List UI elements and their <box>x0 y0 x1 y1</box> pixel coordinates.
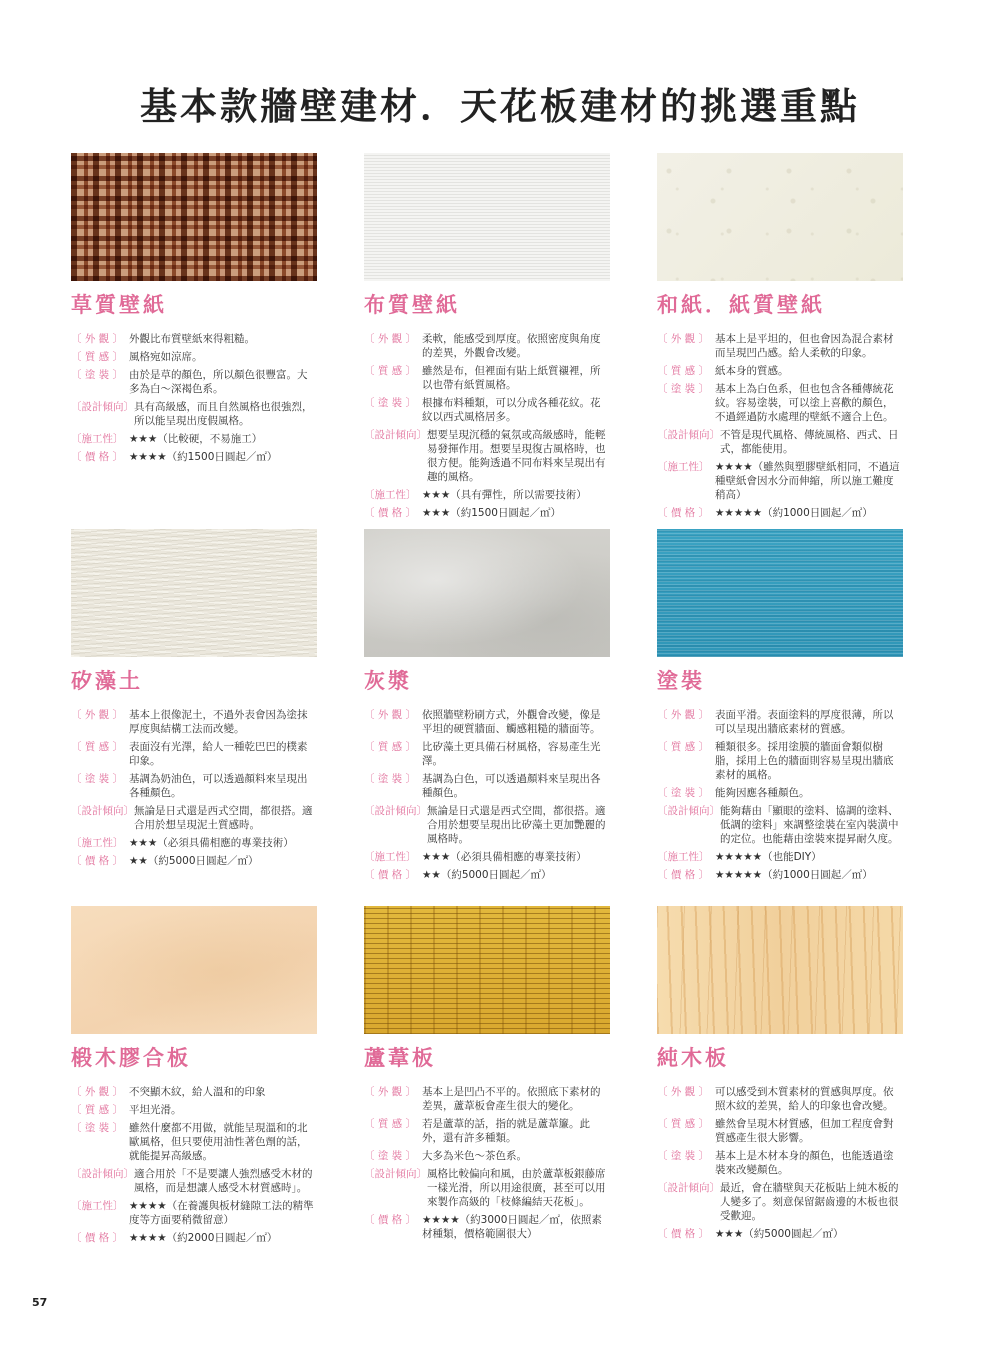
spec-value: ★★★（比較硬，不易施工） <box>129 433 263 445</box>
spec-label: 〔施工性〕 <box>657 851 710 863</box>
spec-row <box>657 868 903 882</box>
spec-row <box>657 1181 903 1223</box>
spec-value: 無論是日式還是西式空間，都很搭。適合用於想呈現泥土質感時。 <box>134 805 313 831</box>
spec-value: ★★★（約5000圓起／㎡） <box>715 1228 844 1240</box>
spec-list <box>364 708 610 882</box>
spec-value: 雖然什麼都不用做，就能呈現溫和的北歐風格，但只要使用油性著色劑的話，就能提昇高級感。 <box>129 1122 308 1162</box>
spec-value: 不管是現代風格、傳統風格、西式、日式，都能使用。 <box>720 429 899 455</box>
spec-row <box>71 368 317 396</box>
spec-row <box>71 708 317 736</box>
spec-value: 風格宛如涼席。 <box>129 351 203 363</box>
spec-value: ★★★（必須具備相應的專業技術） <box>129 837 294 849</box>
spec-value: 表面沒有光澤，給人一種乾巴巴的樸素印象。 <box>129 741 308 767</box>
spec-label: 〔 價 格 〕 <box>364 869 417 881</box>
spec-label: 〔施工性〕 <box>71 837 124 849</box>
spec-value: 無論是日式還是西式空間，都很搭。適合用於想要呈現出比矽藻土更加艷麗的風格時。 <box>427 805 606 845</box>
spec-value: 不突顯木紋，給人溫和的印象 <box>129 1086 266 1098</box>
spec-label: 〔施工性〕 <box>657 461 710 473</box>
spec-row <box>364 1149 610 1163</box>
spec-label: 〔 外 觀 〕 <box>657 1086 710 1098</box>
spec-list <box>71 1085 317 1245</box>
spec-label: 〔設計傾向〕 <box>71 1168 134 1180</box>
spec-row <box>364 804 610 846</box>
spec-row <box>657 382 903 424</box>
spec-value: ★★★★（約3000日圓起／㎡，依照素材種類，價格範圍很大） <box>422 1214 602 1240</box>
spec-row <box>657 708 903 736</box>
spec-row <box>71 1085 317 1099</box>
material-card-diatomite <box>71 529 317 872</box>
spec-value: 柔軟，能感受到厚度。依照密度與角度的差異，外觀會改變。 <box>422 333 601 359</box>
spec-row <box>657 850 903 864</box>
material-name: 蘆葦板 <box>364 1046 436 1070</box>
page-number: 57 <box>32 1296 48 1309</box>
spec-value: 基本上為白色系，但也包含各種傳統花紋。容易塗裝，可以塗上喜歡的顏色，不過經過防水處理的壁紙不適合上色。 <box>715 383 894 423</box>
spec-value: ★★★★（約1500日圓起／㎡） <box>129 451 278 463</box>
spec-label: 〔 質 感 〕 <box>657 741 710 753</box>
spec-row <box>71 350 317 364</box>
spec-row <box>364 868 610 882</box>
spec-row <box>657 1149 903 1177</box>
spec-list <box>71 708 317 868</box>
material-name: 草質壁紙 <box>71 293 167 317</box>
paint-swatch-image <box>657 529 903 657</box>
spec-label: 〔 價 格 〕 <box>364 507 417 519</box>
spec-label: 〔 塗 裝 〕 <box>364 773 417 785</box>
spec-row <box>657 1227 903 1241</box>
spec-row <box>71 1199 317 1227</box>
spec-value: ★★（約5000日圓起／㎡） <box>422 869 552 881</box>
spec-row <box>657 1085 903 1113</box>
spec-value: 雖然是布，但裡面有貼上紙質襯裡，所以也帶有紙質風格。 <box>422 365 601 391</box>
spec-label: 〔設計傾向〕 <box>657 805 720 817</box>
spec-label: 〔 外 觀 〕 <box>71 1086 124 1098</box>
spec-label: 〔施工性〕 <box>71 1200 124 1212</box>
spec-value: 基調為白色，可以透過顏料來呈現出各種顏色。 <box>422 773 601 799</box>
material-name: 布質壁紙 <box>364 293 460 317</box>
spec-label: 〔設計傾向〕 <box>657 1182 720 1194</box>
spec-label: 〔施工性〕 <box>364 851 417 863</box>
spec-row <box>657 786 903 800</box>
spec-value: 能夠藉由「顯眼的塗料、協調的塗料、低調的塗料」來調整塗裝在室內裝潢中的定位。也能藉由塗裝來提昇耐久度。 <box>720 805 899 845</box>
material-card-plywood <box>71 906 317 1249</box>
spec-label: 〔施工性〕 <box>71 433 124 445</box>
spec-value: 平坦光滑。 <box>129 1104 182 1116</box>
spec-row <box>364 850 610 864</box>
spec-value: 由於是草的顏色，所以顏色很豐富。大多為白～深褐色系。 <box>129 369 308 395</box>
material-card-plaster <box>364 529 610 886</box>
spec-label: 〔 價 格 〕 <box>657 507 710 519</box>
spec-label: 〔 塗 裝 〕 <box>364 1150 417 1162</box>
spec-label: 〔 塗 裝 〕 <box>71 369 124 381</box>
spec-label: 〔 塗 裝 〕 <box>657 383 710 395</box>
material-card-grass-wallpaper <box>71 153 317 468</box>
cloth-wallpaper-swatch-image <box>364 153 610 281</box>
material-card-washi-wallpaper <box>657 153 903 524</box>
spec-value: 具有高級感，而且自然風格也很強烈，所以能呈現出度假風格。 <box>134 401 313 427</box>
material-card-reed-board <box>364 906 610 1245</box>
page-title: 基本款牆壁建材．天花板建材的挑選重點 <box>140 85 860 128</box>
spec-label: 〔設計傾向〕 <box>657 429 720 441</box>
spec-list <box>364 332 610 520</box>
spec-row <box>657 804 903 846</box>
spec-value: 種類很多。採用塗膜的牆面會類似樹脂，採用上色的牆面則容易呈現出牆底素材的風格。 <box>715 741 894 781</box>
spec-label: 〔 質 感 〕 <box>364 1118 417 1130</box>
spec-value: 依照牆壁粉刷方式，外觀會改變，像是平坦的硬質牆面、觸感粗糙的牆面等。 <box>422 709 601 735</box>
spec-value: 基調為奶油色，可以透過顏料來呈現出各種顏色。 <box>129 773 308 799</box>
spec-row <box>71 400 317 428</box>
spec-row <box>71 1231 317 1245</box>
spec-label: 〔 價 格 〕 <box>71 451 124 463</box>
spec-value: 能夠因應各種顏色。 <box>715 787 810 799</box>
spec-label: 〔 價 格 〕 <box>364 1214 417 1226</box>
material-name: 灰漿 <box>364 669 412 693</box>
spec-label: 〔設計傾向〕 <box>364 429 427 441</box>
spec-row <box>71 332 317 346</box>
spec-value: ★★★★★（也能DIY） <box>715 851 822 863</box>
material-card-solid-wood <box>657 906 903 1245</box>
plaster-swatch-image <box>364 529 610 657</box>
spec-value: 基本上是木材本身的顏色，也能透過塗裝來改變顏色。 <box>715 1150 894 1176</box>
spec-label: 〔 價 格 〕 <box>657 869 710 881</box>
spec-row <box>364 1213 610 1241</box>
spec-label: 〔 外 觀 〕 <box>657 709 710 721</box>
spec-value: ★★★（具有彈性，所以需要技術） <box>422 489 587 501</box>
spec-label: 〔 外 觀 〕 <box>71 333 124 345</box>
spec-row <box>364 708 610 736</box>
spec-row <box>71 1103 317 1117</box>
spec-row <box>71 450 317 464</box>
solid-wood-swatch-image <box>657 906 903 1034</box>
spec-label: 〔 塗 裝 〕 <box>657 787 710 799</box>
spec-value: ★★★★（在養護與板材縫隙工法的精準度等方面要稍微留意） <box>129 1200 314 1226</box>
spec-label: 〔 塗 裝 〕 <box>657 1150 710 1162</box>
spec-label: 〔 質 感 〕 <box>364 741 417 753</box>
spec-value: 若是蘆葦的話，指的就是蘆葦簾。此外，還有許多種類。 <box>422 1118 590 1144</box>
spec-row <box>364 428 610 484</box>
spec-value: 適合用於「不是要讓人強烈感受木材的風格，而是想讓人感受木材質感時」。 <box>134 1168 313 1194</box>
spec-value: 基本上是平坦的，但也會因為混合素材而呈現凹凸感。給人柔軟的印象。 <box>715 333 894 359</box>
spec-row <box>364 1085 610 1113</box>
spec-value: ★★★★★（約1000日圓起／㎡） <box>715 869 873 881</box>
spec-value: ★★★★（雖然與塑膠壁紙相同，不過這種壁紙會因水分而伸縮，所以施工難度稍高） <box>715 461 900 501</box>
spec-row <box>657 506 903 520</box>
grass-wallpaper-swatch-image <box>71 153 317 281</box>
spec-value: ★★★★★（約1000日圓起／㎡） <box>715 507 873 519</box>
diatomite-swatch-image <box>71 529 317 657</box>
spec-row <box>657 740 903 782</box>
spec-row <box>71 836 317 850</box>
spec-label: 〔 質 感 〕 <box>71 741 124 753</box>
spec-row <box>364 772 610 800</box>
spec-value: 紙本身的質感。 <box>715 365 789 377</box>
spec-row <box>657 1117 903 1145</box>
spec-row <box>364 364 610 392</box>
spec-row <box>364 396 610 424</box>
spec-row <box>364 506 610 520</box>
spec-row <box>364 1117 610 1145</box>
spec-label: 〔 外 觀 〕 <box>71 709 124 721</box>
spec-row <box>364 1167 610 1209</box>
material-card-paint <box>657 529 903 886</box>
spec-value: 想要呈現沉穩的氣氛或高級感時，能輕易發揮作用。想要呈現復古風格時，也很方便。能夠透過不同布料來呈現出有趣的風格。 <box>427 429 606 483</box>
spec-label: 〔 價 格 〕 <box>71 1232 124 1244</box>
spec-value: ★★（約5000日圓起／㎡） <box>129 855 259 867</box>
spec-label: 〔 質 感 〕 <box>657 365 710 377</box>
spec-row <box>71 804 317 832</box>
spec-value: ★★★（必須具備相應的專業技術） <box>422 851 587 863</box>
spec-label: 〔設計傾向〕 <box>364 1168 427 1180</box>
spec-row <box>364 332 610 360</box>
spec-value: 基本上很像泥土，不過外表會因為塗抹厚度與結構工法而改變。 <box>129 709 308 735</box>
spec-label: 〔 外 觀 〕 <box>657 333 710 345</box>
spec-row <box>364 740 610 768</box>
spec-row <box>657 460 903 502</box>
spec-label: 〔施工性〕 <box>364 489 417 501</box>
spec-label: 〔 外 觀 〕 <box>364 1086 417 1098</box>
spec-label: 〔設計傾向〕 <box>71 805 134 817</box>
spec-label: 〔 質 感 〕 <box>364 365 417 377</box>
spec-label: 〔 價 格 〕 <box>657 1228 710 1240</box>
spec-label: 〔 質 感 〕 <box>71 1104 124 1116</box>
spec-label: 〔設計傾向〕 <box>71 401 134 413</box>
spec-value: 大多為米色～茶色系。 <box>422 1150 527 1162</box>
spec-label: 〔 價 格 〕 <box>71 855 124 867</box>
spec-list <box>657 708 903 882</box>
spec-value: 比矽藻土更具備石材風格，容易產生光澤。 <box>422 741 601 767</box>
spec-value: 可以感受到木質素材的質感與厚度。依照木紋的差異，給人的印象也會改變。 <box>715 1086 894 1112</box>
spec-value: 風格比較偏向和風，由於蘆葦板銀藤席一樣光滑，所以用途很廣，甚至可以用來製作高級的「枝條編結天花板」。 <box>427 1168 606 1208</box>
spec-row <box>71 432 317 446</box>
spec-value: ★★★★（約2000日圓起／㎡） <box>129 1232 278 1244</box>
spec-label: 〔設計傾向〕 <box>364 805 427 817</box>
spec-list <box>657 1085 903 1241</box>
spec-row <box>364 488 610 502</box>
spec-row <box>71 772 317 800</box>
spec-label: 〔 外 觀 〕 <box>364 333 417 345</box>
reed-board-swatch-image <box>364 906 610 1034</box>
spec-list <box>657 332 903 520</box>
spec-row <box>657 364 903 378</box>
material-name: 和紙．紙質壁紙 <box>657 293 825 317</box>
spec-row <box>657 332 903 360</box>
plywood-swatch-image <box>71 906 317 1034</box>
spec-label: 〔 質 感 〕 <box>71 351 124 363</box>
spec-value: 根據布料種類，可以分成各種花紋。花紋以西式風格居多。 <box>422 397 601 423</box>
spec-value: 基本上是凹凸不平的。依照底下素材的差異，蘆葦板會產生很大的變化。 <box>422 1086 601 1112</box>
spec-value: 雖然會呈現木材質感，但加工程度會對質感產生很大影響。 <box>715 1118 894 1144</box>
spec-row <box>71 740 317 768</box>
spec-label: 〔 塗 裝 〕 <box>71 773 124 785</box>
material-name: 矽藻土 <box>71 669 143 693</box>
spec-label: 〔 質 感 〕 <box>657 1118 710 1130</box>
material-name: 椴木膠合板 <box>71 1046 191 1070</box>
spec-row <box>71 1167 317 1195</box>
spec-row <box>71 854 317 868</box>
spec-value: ★★★（約1500日圓起／㎡） <box>422 507 561 519</box>
spec-value: 外觀比布質壁紙來得粗糙。 <box>129 333 255 345</box>
spec-list <box>364 1085 610 1241</box>
spec-label: 〔 外 觀 〕 <box>364 709 417 721</box>
washi-wallpaper-swatch-image <box>657 153 903 281</box>
spec-row <box>71 1121 317 1163</box>
spec-row <box>657 428 903 456</box>
spec-label: 〔 塗 裝 〕 <box>71 1122 124 1134</box>
material-name: 塗裝 <box>657 669 705 693</box>
spec-label: 〔 塗 裝 〕 <box>364 397 417 409</box>
spec-value: 表面平滑。表面塗料的厚度很薄，所以可以呈現出牆底素材的質感。 <box>715 709 894 735</box>
material-name: 純木板 <box>657 1046 729 1070</box>
spec-list <box>71 332 317 464</box>
spec-value: 最近，會在牆壁與天花板貼上純木板的人變多了。刻意保留鋸齒邊的木板也很受歡迎。 <box>720 1182 899 1222</box>
material-card-cloth-wallpaper <box>364 153 610 524</box>
